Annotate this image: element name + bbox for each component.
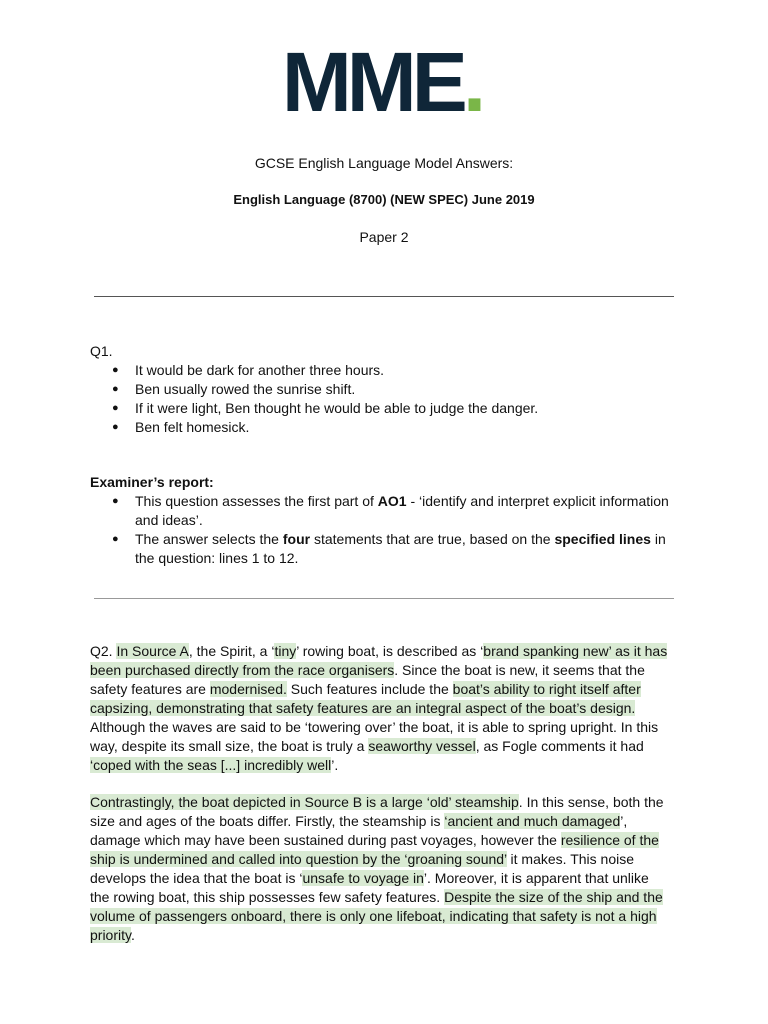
q2-paragraph-1: Q2. In Source A, the Spirit, a ‘tiny’ rowing boat, is described as ‘brand spanking new’ as it has been purchased directly from the race organisers. Since the boat is new, it seems that the safety features are modernised. Such features include the boat’s ability to right itself after capsizing, demonstrating that safety features are an integral aspect of the boat’s design. Although the waves are said to be ‘towering over’ the boat, it is able to spring upright. In this way, despite its small size, the boat is truly a seaworthy vessel, as Fogle comments it had ‘coped with the seas [...] incredibly well’. xyxy=(90,643,668,773)
divider-top xyxy=(94,296,674,297)
mme-logo xyxy=(0,35,768,129)
bullet-icon: ● xyxy=(112,402,119,414)
bullet-icon: ● xyxy=(112,495,119,507)
examiner-report-heading: Examiner’s report: xyxy=(90,474,214,490)
logo-text: MME xyxy=(281,35,463,129)
logo-dot: . xyxy=(462,35,487,129)
doc-title: GCSE English Language Model Answers: xyxy=(254,155,514,171)
q1-item: ● It would be dark for another three hours. xyxy=(112,362,385,378)
paper-label: Paper 2 xyxy=(359,229,409,245)
q1-item: ● Ben felt homesick. xyxy=(112,419,250,435)
bullet-icon: ● xyxy=(112,533,119,545)
q1-section xyxy=(90,342,670,437)
exam-title: English Language (8700) (NEW SPEC) June 2019 xyxy=(233,192,535,207)
bullet-icon: ● xyxy=(112,364,119,376)
divider-bottom xyxy=(94,598,674,599)
bullet-icon: ● xyxy=(112,383,119,395)
report-item: ● This question assesses the first part of AO1 - ‘identify and interpret explicit information and ideas’. xyxy=(112,493,669,528)
q1-item: ● If it were light, Ben thought he would be able to judge the danger. xyxy=(112,400,539,416)
report-list xyxy=(90,492,670,568)
bullet-icon: ● xyxy=(112,421,119,433)
q1-list xyxy=(90,361,670,437)
q1-item: ● Ben usually rowed the sunrise shift. xyxy=(112,381,356,397)
examiner-report xyxy=(90,473,670,568)
q1-label: Q1. xyxy=(90,343,113,359)
report-item: ● The answer selects the four statements that are true, based on the specified lines in the question: lines 1 to 12. xyxy=(112,531,666,566)
q2-paragraph-2: Contrastingly, the boat depicted in Source B is a large ‘old’ steamship. In this sense, both the size and ages of the boats differ. Firstly, the steamship is ‘ancient and much damaged’, damage which may have been sustained during past voyages, however the resilience of the ship is undermined and called into question by the ‘groaning sound’ it makes. This noise develops the idea that the boat is ‘unsafe to voyage in’. Moreover, it is apparent that unlike the rowing boat, this ship possesses few safety features. Despite the size of the ship and the volume of passengers onboard, there is only one lifeboat, indicating that safety is not a high priority. xyxy=(90,794,664,943)
